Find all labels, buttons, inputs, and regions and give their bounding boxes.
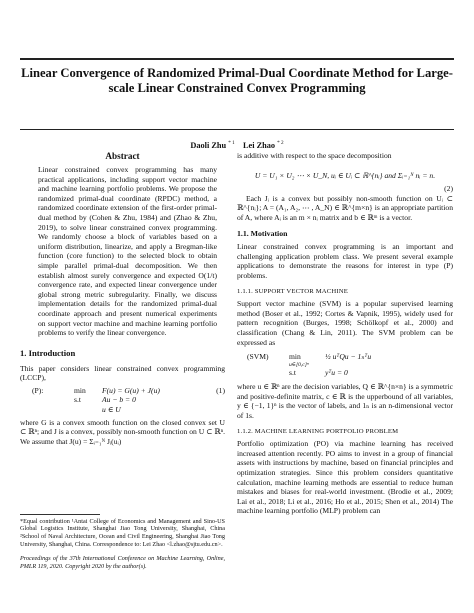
equation-constraint: u ∈ U — [102, 405, 121, 415]
title-rule-bottom — [20, 129, 454, 130]
subsubsection-heading: 1.1.1. SUPPORT VECTOR MACHINE — [237, 287, 348, 295]
equation-2 — [237, 171, 453, 181]
equation-label: (SVM) — [247, 352, 269, 362]
right-column — [237, 151, 453, 516]
footnotes — [20, 514, 225, 570]
abstract-heading: Abstract — [105, 151, 140, 161]
footnote-affiliations: *Equal contribution ¹Antai College of Economics and Management and Sino-US Global Logistics Institute, Shanghai Jiao Tong University, Shanghai, China ²School of Naval Architecture, Ocean and Civil Engineering, Shanghai Jiao Tong University, Shanghai, China. Correspondence to: Lei Zhao <l.zhao@sjtu.edu.cn>. — [20, 517, 225, 548]
equation-constraint: Au − b = 0 — [102, 395, 136, 405]
section-heading: 1. Introduction — [20, 347, 76, 358]
body-paragraph: where u ∈ ℝⁿ are the decision variables, Q ∈ ℝ^{n×n} is a symmetric and positive-definite matrix, c ∈ ℝ is the upperbound of all variables, y ∈ {−1, 1}ⁿ is the vector of labels, and 1ₙ is an n-dimensional vector of 1s. — [237, 382, 453, 421]
equation-subscript: u∈[0,c]ⁿ — [289, 361, 309, 368]
author-affiliation-mark: * 2 — [277, 140, 284, 146]
left-column — [20, 151, 225, 446]
equation-min: min — [289, 352, 301, 362]
equation-constraint: yᵀu = 0 — [325, 367, 348, 377]
body-paragraph: is additive with respect to the space decomposition — [237, 151, 392, 160]
author-name: Lei Zhao — [243, 140, 276, 150]
body-paragraph: Support vector machine (SVM) is a popular supervised learning method (Boser et al., 1992; Cortes & Vapnik, 1995), widely used for pattern recognition (Burges, 1998; Schölkopf et al., 2000) and classification (Chang & Lin, 2011). The SVM problem can be expressed as — [237, 299, 453, 347]
author-affiliation-mark: * 1 — [228, 140, 235, 146]
equation-objective: ½ uᵀQu − 1ₙᵀu — [325, 352, 372, 362]
equation-min: min — [74, 385, 86, 395]
proceedings-note: Proceedings of the 37th International Conference on Machine Learning, Online, PMLR 119, 2020. Copyright 2020 by the author(s). — [20, 554, 225, 570]
body-paragraph: Linear constrained convex programming is an important and challenging application problem class. We present several example applications to demonstrate the reasons for interest in type (P) problems. — [237, 242, 453, 280]
paper-title: Linear Convergence of Randomized Primal-Dual Coordinate Method for Large-scale Linear Constrained Convex Programming — [21, 66, 453, 95]
author-name: Daoli Zhu — [190, 140, 227, 150]
footnote-rule — [20, 514, 100, 515]
equation-number: (2) — [444, 184, 453, 194]
equation-body: U = U₁ × U₂ ⋯ × U_N, uᵢ ∈ Uᵢ ⊂ ℝ^{nᵢ} and Σᵢ₌₁ᴺ nᵢ = n. — [254, 170, 436, 180]
equation-st: s.t — [289, 367, 296, 377]
equation-1 — [20, 386, 225, 415]
abstract-text: Linear constrained convex programming has many practical applications, including support vector machine and machine learning portfolio problems. We propose the randomized primal-dual coordinate (RPDC) method, a randomized coordinate extension of the first-order primal-dual method by (Cohen & Zhu, 1984) and (Zhao & Zhu, 2019), to solve linear constrained convex programming. We randomly choose a block of variables based on a uniform distribution, linearize, and apply a Bregman-like function (core function) to the selected block to obtain simple parallel primal-dual decomposition. We then establish almost surely convergence and expected O(1/t) convergence rate, and expected linear convergence under global strong metric subregularity. Finally, we discuss implementation details for the randomized primal-dual coordinate approach and present numerical experiments on support vector machine and machine learning portfolio problems to verify the linear convergence. — [38, 165, 217, 338]
equation-label: (P): — [32, 385, 44, 395]
author-line — [20, 138, 454, 151]
equation-objective: F(u) = G(u) + J(u) — [102, 385, 160, 395]
title-rule-top — [20, 58, 454, 60]
equation-number: (1) — [216, 385, 225, 395]
intro-paragraph: This paper considers linear constrained convex programming (LCCP), — [20, 363, 225, 383]
equation-st: s.t — [74, 395, 81, 405]
body-paragraph: Portfolio optimization (PO) via machine learning has received increased attention recently. PO aims to invest in a group of financial assets with instructions by machine, based on financial principles and optimization strategies. Since this problem considers quantitative calculation, machine learning methods are essential to reduce human mistakes and biases for real-world investment. (Brodie et al., 2009; Lai et al., 2018; Li et al., 2016; Ho et al., 2015; Shen et al., 2014) The machine learning portfolio (MLP) problem can — [237, 439, 453, 516]
intro-paragraph: where G is a convex smooth function on the closed convex set U ⊂ ℝⁿ; and J is a convex, possibly non-smooth function on U ⊂ ℝⁿ. We assume that J(u) = Σᵢ₌₁ᴺ Jᵢ(uᵢ) — [20, 417, 225, 446]
subsection-heading: 1.1. Motivation — [237, 228, 288, 238]
subsubsection-heading: 1.1.2. MACHINE LEARNING PORTFOLIO PROBLEM — [237, 427, 399, 435]
body-paragraph: Each Jᵢ is a convex but possibly non-smooth function on Uᵢ ⊂ ℝ^{nᵢ}; A = (A₁, A₂, ⋯ , A_N) ∈ ℝ^{m×n} is an appropriate partition of A, where Aᵢ is an m × nᵢ matrix and b ∈ ℝᵐ is a vector. — [237, 193, 453, 222]
equation-3 — [237, 352, 453, 377]
